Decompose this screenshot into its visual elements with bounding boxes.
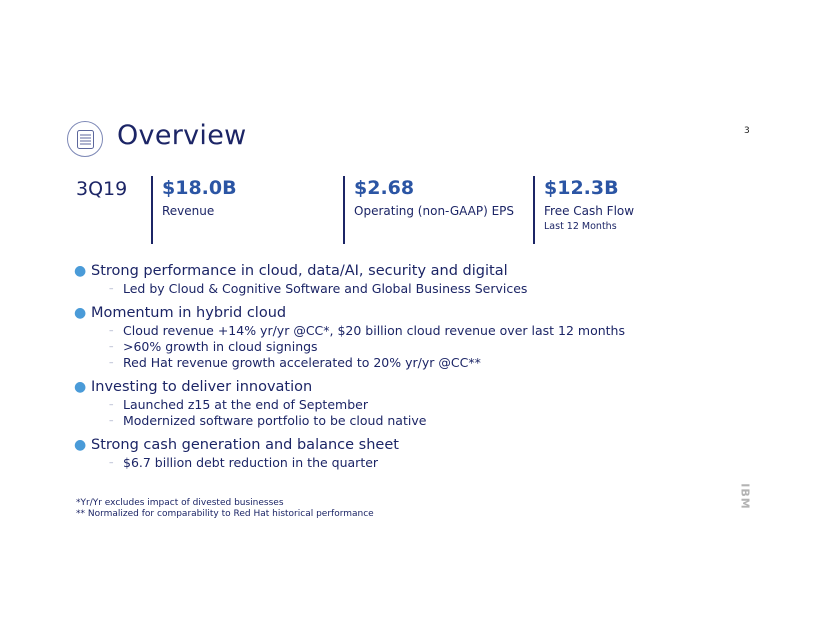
dash-icon: – [109,416,114,426]
bullet-item [74,262,774,297]
metric-value: $12.3B [544,177,619,199]
document-icon [67,121,103,157]
metric-value: $18.0B [162,177,237,199]
metric-value: $2.68 [354,177,415,199]
sub-bullet-text: Red Hat revenue growth accelerated to 20% yr/yr @CC** [123,355,481,370]
dash-icon: – [109,400,114,410]
dash-icon: – [109,326,114,336]
metric-label: Operating (non-GAAP) EPS [354,204,515,218]
bullet-text: Momentum in hybrid cloud [91,305,287,321]
sub-bullet-text: $6.7 billion debt reduction in the quarter [123,455,379,470]
sub-bullet-text: Launched z15 at the end of September [123,397,368,412]
sub-bullet-text: Led by Cloud & Cognitive Software and Global Business Services [123,281,528,296]
dash-icon: – [109,358,114,368]
metric-label: Revenue [162,204,215,218]
sub-bullet-text: >60% growth in cloud signings [123,339,318,354]
metric-label: Free Cash Flow [544,204,635,218]
period-label: 3Q19 [76,178,128,200]
dash-icon: – [109,342,114,352]
footnotes [76,498,374,520]
metric-sublabel: Last 12 Months [544,221,617,232]
bullet-item [74,378,774,429]
bullet-dot-icon: ● [74,263,87,279]
bullet-dot-icon: ● [74,379,87,395]
footnote: ** Normalized for comparability to Red Hat historical performance [76,509,374,519]
bullet-item [74,436,774,471]
bullet-text: Investing to deliver innovation [91,379,313,395]
bullet-dot-icon: ● [74,305,87,321]
page-title: Overview [117,120,247,151]
metric-revenue [151,176,237,244]
sub-bullet-text: Cloud revenue +14% yr/yr @CC*, $20 billion cloud revenue over last 12 months [123,323,625,338]
bullet-text: Strong cash generation and balance sheet [91,437,399,453]
sub-bullet-text: Modernized software portfolio to be cloud native [123,413,427,428]
metric-free-cash-flow [533,176,634,244]
dash-icon: – [109,284,114,294]
dash-icon: – [109,458,114,468]
metric-eps [343,176,514,244]
ibm-logo [738,478,759,516]
bullet-list [74,262,774,478]
bullet-text: Strong performance in cloud, data/AI, security and digital [91,263,508,279]
footnote: *Yr/Yr excludes impact of divested businesses [76,498,284,508]
bullet-dot-icon: ● [74,437,87,453]
page-number: 3 [744,126,750,136]
bullet-item [74,304,774,371]
logo-text: IBM [738,483,752,510]
